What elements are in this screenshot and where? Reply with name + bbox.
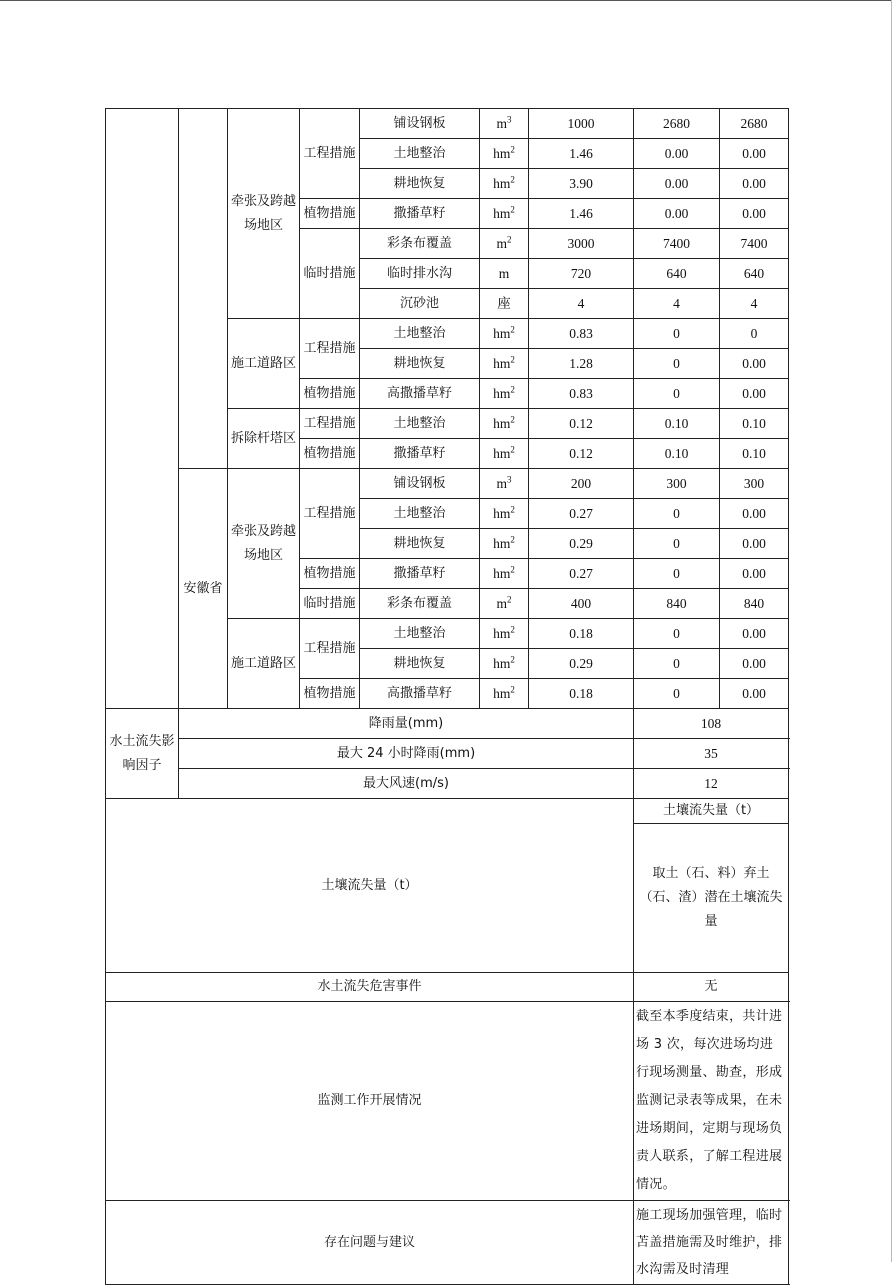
measure-cell: 土地整治 bbox=[360, 499, 480, 529]
province-cell: 安徽省 bbox=[179, 469, 228, 709]
completed-value-cell: 2680 bbox=[634, 109, 720, 139]
design-value-cell: 0.12 bbox=[529, 439, 634, 469]
completed-value-cell: 0 bbox=[634, 319, 720, 349]
design-value-cell: 720 bbox=[529, 259, 634, 289]
design-value-cell: 400 bbox=[529, 589, 634, 619]
cumulative-value-cell: 0.00 bbox=[720, 139, 789, 169]
completed-value-cell: 300 bbox=[634, 469, 720, 499]
monitoring-label: 监测工作开展情况 bbox=[106, 1002, 634, 1201]
design-value-cell: 0.29 bbox=[529, 529, 634, 559]
completed-value-cell: 0 bbox=[634, 679, 720, 709]
cumulative-value-cell: 0.00 bbox=[720, 559, 789, 589]
issues-text: 施工现场加强管理，临时苫盖措施需及时维护，排水沟需及时清理 bbox=[634, 1201, 789, 1285]
completed-value-cell: 0.10 bbox=[634, 439, 720, 469]
cumulative-value-cell: 0.00 bbox=[720, 379, 789, 409]
unit-cell: $hm^2$ bbox=[480, 409, 529, 439]
design-value-cell: 4 bbox=[529, 289, 634, 319]
soil-loss-label: 土壤流失量（t） bbox=[106, 799, 634, 973]
completed-value-cell: 0 bbox=[634, 619, 720, 649]
hazard-value: 无 bbox=[634, 973, 789, 1002]
unit-cell: $hm^2$ bbox=[480, 679, 529, 709]
design-value-cell: 1.46 bbox=[529, 139, 634, 169]
cumulative-value-cell: 0.00 bbox=[720, 619, 789, 649]
unit-cell: $m^2$ bbox=[480, 589, 529, 619]
unit-cell: $hm^2$ bbox=[480, 319, 529, 349]
rainfall-label: 降雨量(mm) bbox=[179, 709, 634, 739]
measure-cell: 土地整治 bbox=[360, 619, 480, 649]
completed-value-cell: 0 bbox=[634, 529, 720, 559]
completed-value-cell: 0 bbox=[634, 349, 720, 379]
design-value-cell: 0.27 bbox=[529, 559, 634, 589]
design-value-cell: 0.27 bbox=[529, 499, 634, 529]
spoil-potential-label: 取土（石、料）弃土（石、渣）潜在土壤流失量 bbox=[634, 824, 789, 973]
category-cell: 工程措施 bbox=[300, 619, 360, 679]
page-top-border bbox=[0, 0, 892, 1]
completed-value-cell: 840 bbox=[634, 589, 720, 619]
completed-value-cell: 0.00 bbox=[634, 139, 720, 169]
area-cell: 施工道路区 bbox=[228, 619, 300, 709]
category-cell: 临时措施 bbox=[300, 229, 360, 319]
cumulative-value-cell: 0.00 bbox=[720, 679, 789, 709]
design-value-cell: 1.28 bbox=[529, 349, 634, 379]
unit-cell: $hm^2$ bbox=[480, 349, 529, 379]
cumulative-value-cell: 0.10 bbox=[720, 439, 789, 469]
measure-cell: 耕地恢复 bbox=[360, 529, 480, 559]
category-cell: 植物措施 bbox=[300, 679, 360, 709]
design-value-cell: 200 bbox=[529, 469, 634, 499]
unit-cell: $hm^2$ bbox=[480, 439, 529, 469]
unit-cell: $hm^2$ bbox=[480, 139, 529, 169]
cumulative-value-cell: 640 bbox=[720, 259, 789, 289]
design-value-cell: 0.18 bbox=[529, 679, 634, 709]
unit-cell: m bbox=[480, 259, 529, 289]
design-value-cell: 3.90 bbox=[529, 169, 634, 199]
completed-value-cell: 0.00 bbox=[634, 169, 720, 199]
measure-cell: 撒播草籽 bbox=[360, 439, 480, 469]
measure-cell: 耕地恢复 bbox=[360, 169, 480, 199]
measure-cell: 耕地恢复 bbox=[360, 649, 480, 679]
cumulative-value-cell: 7400 bbox=[720, 229, 789, 259]
measure-cell: 撒播草籽 bbox=[360, 559, 480, 589]
design-value-cell: 1000 bbox=[529, 109, 634, 139]
cumulative-value-cell: 2680 bbox=[720, 109, 789, 139]
cumulative-value-cell: 0 bbox=[720, 319, 789, 349]
category-cell: 工程措施 bbox=[300, 319, 360, 379]
category-cell: 工程措施 bbox=[300, 409, 360, 439]
unit-cell: 座 bbox=[480, 289, 529, 319]
unit-cell: $hm^2$ bbox=[480, 169, 529, 199]
cumulative-value-cell: 840 bbox=[720, 589, 789, 619]
design-value-cell: 3000 bbox=[529, 229, 634, 259]
max24-rainfall-value: 35 bbox=[634, 739, 789, 769]
completed-value-cell: 0 bbox=[634, 649, 720, 679]
unit-cell: $hm^2$ bbox=[480, 529, 529, 559]
category-cell: 植物措施 bbox=[300, 199, 360, 229]
measure-cell: 临时排水沟 bbox=[360, 259, 480, 289]
cumulative-value-cell: 0.00 bbox=[720, 349, 789, 379]
design-value-cell: 0.29 bbox=[529, 649, 634, 679]
unit-cell: $hm^2$ bbox=[480, 649, 529, 679]
measure-cell: 撒播草籽 bbox=[360, 199, 480, 229]
blank-province-cell bbox=[179, 109, 228, 469]
category-cell: 植物措施 bbox=[300, 379, 360, 409]
issues-label: 存在问题与建议 bbox=[106, 1201, 634, 1285]
design-value-cell: 0.83 bbox=[529, 379, 634, 409]
design-value-cell: 0.18 bbox=[529, 619, 634, 649]
measure-cell: 彩条布覆盖 bbox=[360, 589, 480, 619]
category-cell: 工程措施 bbox=[300, 109, 360, 199]
cumulative-value-cell: 0.00 bbox=[720, 529, 789, 559]
max-wind-label: 最大风速(m/s) bbox=[179, 769, 634, 799]
unit-cell: $hm^2$ bbox=[480, 499, 529, 529]
cumulative-value-cell: 0.00 bbox=[720, 169, 789, 199]
completed-value-cell: 4 bbox=[634, 289, 720, 319]
measure-cell: 土地整治 bbox=[360, 139, 480, 169]
unit-cell: $m^3$ bbox=[480, 109, 529, 139]
measure-cell: 铺设钢板 bbox=[360, 469, 480, 499]
area-cell: 牵张及跨越场地区 bbox=[228, 109, 300, 319]
factors-label: 水土流失影响因子 bbox=[106, 709, 179, 799]
category-cell: 临时措施 bbox=[300, 589, 360, 619]
category-cell: 工程措施 bbox=[300, 469, 360, 559]
design-value-cell: 0.83 bbox=[529, 319, 634, 349]
soil-loss-sub-label: 土壤流失量（t） bbox=[634, 799, 789, 824]
monitoring-report-table bbox=[105, 108, 789, 1285]
cumulative-value-cell: 0.00 bbox=[720, 649, 789, 679]
category-cell: 植物措施 bbox=[300, 559, 360, 589]
measure-cell: 铺设钢板 bbox=[360, 109, 480, 139]
unit-cell: $hm^2$ bbox=[480, 199, 529, 229]
cumulative-value-cell: 4 bbox=[720, 289, 789, 319]
area-cell: 施工道路区 bbox=[228, 319, 300, 409]
measure-cell: 高撒播草籽 bbox=[360, 379, 480, 409]
blank-region-cell bbox=[106, 109, 179, 709]
completed-value-cell: 0.00 bbox=[634, 199, 720, 229]
max24-rainfall-label: 最大 24 小时降雨(mm) bbox=[179, 739, 634, 769]
completed-value-cell: 0 bbox=[634, 499, 720, 529]
unit-cell: $hm^2$ bbox=[480, 559, 529, 589]
completed-value-cell: 0 bbox=[634, 559, 720, 589]
completed-value-cell: 0.10 bbox=[634, 409, 720, 439]
measure-cell: 彩条布覆盖 bbox=[360, 229, 480, 259]
max-wind-value: 12 bbox=[634, 769, 789, 799]
completed-value-cell: 7400 bbox=[634, 229, 720, 259]
category-cell: 植物措施 bbox=[300, 439, 360, 469]
design-value-cell: 1.46 bbox=[529, 199, 634, 229]
cumulative-value-cell: 0.00 bbox=[720, 199, 789, 229]
measure-cell: 高撒播草籽 bbox=[360, 679, 480, 709]
unit-cell: $m^3$ bbox=[480, 469, 529, 499]
measure-cell: 耕地恢复 bbox=[360, 349, 480, 379]
cumulative-value-cell: 300 bbox=[720, 469, 789, 499]
design-value-cell: 0.12 bbox=[529, 409, 634, 439]
cumulative-value-cell: 0.10 bbox=[720, 409, 789, 439]
monitoring-text: 截至本季度结束，共计进场 3 次，每次进场均进行现场测量、勘查，形成监测记录表等成果，在未进场期间，定期与现场负责人联系，了解工程进展情况。 bbox=[634, 1002, 789, 1201]
measure-cell: 沉砂池 bbox=[360, 289, 480, 319]
hazard-label: 水土流失危害事件 bbox=[106, 973, 634, 1002]
unit-cell: $hm^2$ bbox=[480, 379, 529, 409]
unit-cell: $hm^2$ bbox=[480, 619, 529, 649]
rainfall-value: 108 bbox=[634, 709, 789, 739]
completed-value-cell: 640 bbox=[634, 259, 720, 289]
area-cell: 拆除杆塔区 bbox=[228, 409, 300, 469]
unit-cell: $m^2$ bbox=[480, 229, 529, 259]
measure-cell: 土地整治 bbox=[360, 409, 480, 439]
area-cell: 牵张及跨越场地区 bbox=[228, 469, 300, 619]
cumulative-value-cell: 0.00 bbox=[720, 499, 789, 529]
measure-cell: 土地整治 bbox=[360, 319, 480, 349]
completed-value-cell: 0 bbox=[634, 379, 720, 409]
